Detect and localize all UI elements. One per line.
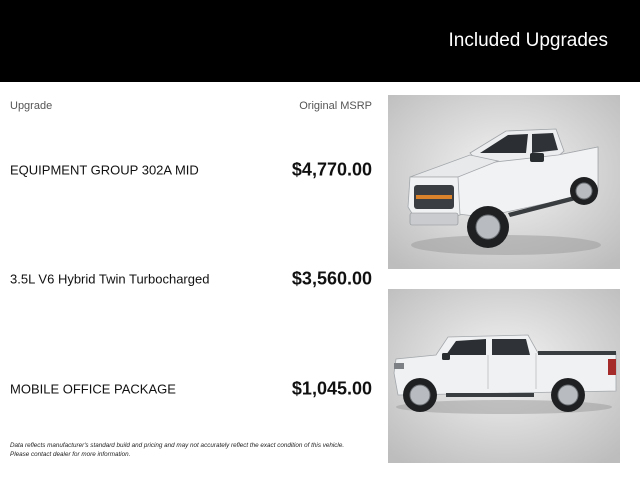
upgrade-price: $3,560.00 [291,268,372,289]
upgrade-row [10,374,372,404]
disclaimer [10,442,380,459]
truck-front-photo [388,95,620,269]
upgrade-price: $4,770.00 [291,159,372,180]
upgrade-row [10,264,372,294]
disclaimer-line: Data reflects manufacturer's standard build and pricing and may not accurately reflect the exact condition of this vehicle. [10,442,345,449]
upgrade-name: MOBILE OFFICE PACKAGE [10,381,176,397]
column-header-msrp: Original MSRP [299,100,372,112]
truck-side-photo [388,289,620,463]
upgrade-price: $1,045.00 [291,378,372,399]
upgrade-name: EQUIPMENT GROUP 302A MID [10,162,199,178]
upgrade-row [10,155,372,185]
truck-front-image [388,95,620,269]
disclaimer-line: Please contact dealer for more information. [10,450,131,458]
page-header [0,0,640,82]
truck-side-image [388,289,620,463]
page-title: Included Upgrades [448,30,608,51]
column-header-upgrade: Upgrade [10,100,53,112]
upgrade-name: 3.5L V6 Hybrid Twin Turbocharged [10,271,210,287]
